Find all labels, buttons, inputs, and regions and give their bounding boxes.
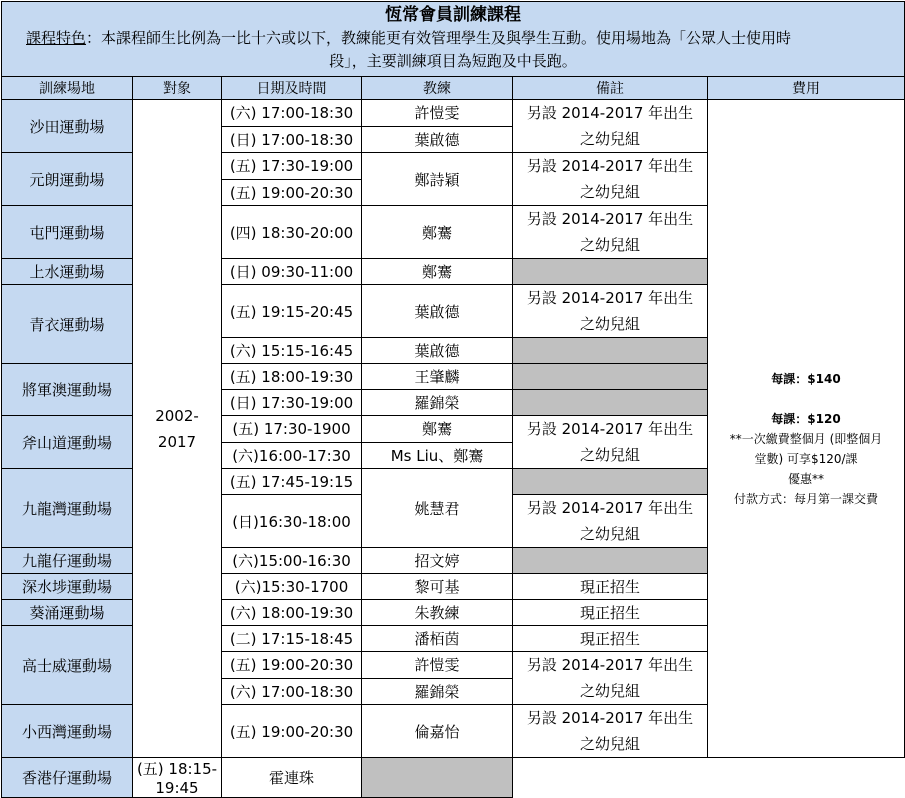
coach-cell: 許愷雯 bbox=[362, 100, 513, 127]
time-cell: (六) 15:15-16:45 bbox=[222, 338, 362, 364]
remark-cell: 另設 2014-2017 年出生 之幼兒組 bbox=[513, 206, 708, 259]
coach-cell: 羅錦榮 bbox=[362, 678, 513, 705]
page-title: 恆常會員訓練課程 bbox=[385, 5, 521, 25]
coach-cell: 朱教練 bbox=[362, 600, 513, 626]
table-row bbox=[2, 758, 905, 798]
coach-cell: 姚慧君 bbox=[362, 469, 513, 548]
venue-cell: 上水運動場 bbox=[2, 259, 133, 285]
col-target: 對象 bbox=[133, 77, 222, 100]
time-cell: (五) 19:00-20:30 bbox=[222, 652, 362, 679]
remark-cell-empty bbox=[513, 390, 708, 416]
time-cell: (六) 17:00-18:30 bbox=[222, 678, 362, 705]
fee-note-3: 優惠** bbox=[787, 471, 824, 486]
time-cell: (五) 17:45-19:15 bbox=[222, 469, 362, 495]
time-cell: (五) 18:00-19:30 bbox=[222, 364, 362, 390]
venue-cell: 屯門運動場 bbox=[2, 206, 133, 259]
venue-cell: 香港仔運動場 bbox=[2, 758, 133, 798]
fee-note-2: 堂數) 可享$120/課 bbox=[754, 451, 858, 466]
header-block bbox=[2, 2, 905, 77]
venue-cell: 葵涌運動場 bbox=[2, 600, 133, 626]
coach-cell: 王肇麟 bbox=[362, 364, 513, 390]
target-cell: 2002- 2017 bbox=[133, 100, 222, 758]
fee-cell bbox=[708, 100, 905, 758]
remark-cell-empty bbox=[513, 338, 708, 364]
course-table bbox=[1, 1, 905, 798]
remark-cell: 現正招生 bbox=[513, 574, 708, 600]
coach-cell: 鄭騫 bbox=[362, 416, 513, 443]
remark-cell-empty bbox=[362, 758, 513, 798]
time-cell: (五) 19:00-20:30 bbox=[222, 179, 362, 206]
time-cell: (五) 18:15-19:45 bbox=[133, 758, 222, 798]
fee-price-1: 每課：$140 bbox=[771, 371, 841, 386]
remark-cell: 另設 2014-2017 年出生 之幼兒組 bbox=[513, 705, 708, 758]
coach-cell: 潘栢茵 bbox=[362, 626, 513, 652]
time-cell: (六)16:00-17:30 bbox=[222, 442, 362, 469]
remark-cell-empty bbox=[513, 364, 708, 390]
column-header-row bbox=[2, 77, 905, 100]
coach-cell: 葉啟德 bbox=[362, 285, 513, 338]
coach-cell: 鄭騫 bbox=[362, 206, 513, 259]
coach-cell: 羅錦榮 bbox=[362, 390, 513, 416]
col-datetime: 日期及時間 bbox=[222, 77, 362, 100]
description-label: 課程特色 bbox=[26, 29, 87, 47]
time-cell: (四) 18:30-20:00 bbox=[222, 206, 362, 259]
time-cell: (五) 17:30-19:00 bbox=[222, 153, 362, 180]
description-text-2: 段」，主要訓練項目為短跑及中長跑。 bbox=[329, 52, 577, 70]
venue-cell: 深水埗運動場 bbox=[2, 574, 133, 600]
coach-cell: 許愷雯 bbox=[362, 652, 513, 679]
remark-cell: 另設 2014-2017 年出生 之幼兒組 bbox=[513, 652, 708, 705]
venue-cell: 沙田運動場 bbox=[2, 100, 133, 153]
coach-cell: 葉啟德 bbox=[362, 338, 513, 364]
venue-cell: 青衣運動場 bbox=[2, 285, 133, 364]
page bbox=[1, 1, 904, 797]
table-row bbox=[2, 100, 905, 127]
col-venue: 訓練場地 bbox=[2, 77, 133, 100]
coach-cell: 霍連珠 bbox=[222, 758, 362, 798]
coach-cell: 黎可基 bbox=[362, 574, 513, 600]
coach-cell: 倫嘉怡 bbox=[362, 705, 513, 758]
coach-cell: Ms Liu、鄭騫 bbox=[362, 442, 513, 469]
time-cell: (五) 19:00-20:30 bbox=[222, 705, 362, 758]
remark-cell: 現正招生 bbox=[513, 600, 708, 626]
remark-cell: 另設 2014-2017 年出生 之幼兒組 bbox=[513, 495, 708, 548]
time-cell: (日)16:30-18:00 bbox=[222, 495, 362, 548]
venue-cell: 元朗運動場 bbox=[2, 153, 133, 206]
venue-cell: 斧山道運動場 bbox=[2, 416, 133, 469]
course-description bbox=[8, 26, 898, 50]
remark-cell-empty bbox=[513, 469, 708, 495]
col-coach: 教練 bbox=[362, 77, 513, 100]
venue-cell: 小西灣運動場 bbox=[2, 705, 133, 758]
remark-cell: 現正招生 bbox=[513, 626, 708, 652]
venue-cell: 九龍仔運動場 bbox=[2, 548, 133, 574]
remark-cell: 另設 2014-2017 年出生 之幼兒組 bbox=[513, 153, 708, 206]
time-cell: (日) 17:00-18:30 bbox=[222, 126, 362, 153]
remark-cell: 另設 2014-2017 年出生 之幼兒組 bbox=[513, 285, 708, 338]
time-cell: (五) 17:30-1900 bbox=[222, 416, 362, 443]
fee-note-1: **一次繳費整個月 (即整個月 bbox=[729, 431, 883, 446]
col-fee: 費用 bbox=[708, 77, 905, 100]
coach-cell: 招文婷 bbox=[362, 548, 513, 574]
description-text: ：本課程師生比例為一比十六或以下，教練能更有效管理學生及與學生互動。使用場地為「公眾人士使用時 bbox=[86, 29, 792, 47]
venue-cell: 高士威運動場 bbox=[2, 626, 133, 705]
remark-cell-empty bbox=[513, 548, 708, 574]
remark-cell-empty bbox=[513, 259, 708, 285]
time-cell: (二) 17:15-18:45 bbox=[222, 626, 362, 652]
fee-payment: 付款方式：每月第一課交費 bbox=[733, 491, 878, 506]
time-cell: (日) 17:30-19:00 bbox=[222, 390, 362, 416]
time-cell: (六) 17:00-18:30 bbox=[222, 100, 362, 127]
col-remark: 備註 bbox=[513, 77, 708, 100]
time-cell: (日) 09:30-11:00 bbox=[222, 259, 362, 285]
remark-cell: 另設 2014-2017 年出生 之幼兒組 bbox=[513, 416, 708, 469]
time-cell: (六) 18:00-19:30 bbox=[222, 600, 362, 626]
coach-cell: 葉啟德 bbox=[362, 126, 513, 153]
coach-cell: 鄭騫 bbox=[362, 259, 513, 285]
remark-cell: 另設 2014-2017 年出生 之幼兒組 bbox=[513, 100, 708, 153]
fee-price-2: 每課：$120 bbox=[771, 411, 841, 426]
venue-cell: 將軍澳運動場 bbox=[2, 364, 133, 416]
time-cell: (六)15:00-16:30 bbox=[222, 548, 362, 574]
time-cell: (六)15:30-1700 bbox=[222, 574, 362, 600]
coach-cell: 鄭詩穎 bbox=[362, 153, 513, 206]
venue-cell: 九龍灣運動場 bbox=[2, 469, 133, 548]
time-cell: (五) 19:15-20:45 bbox=[222, 285, 362, 338]
